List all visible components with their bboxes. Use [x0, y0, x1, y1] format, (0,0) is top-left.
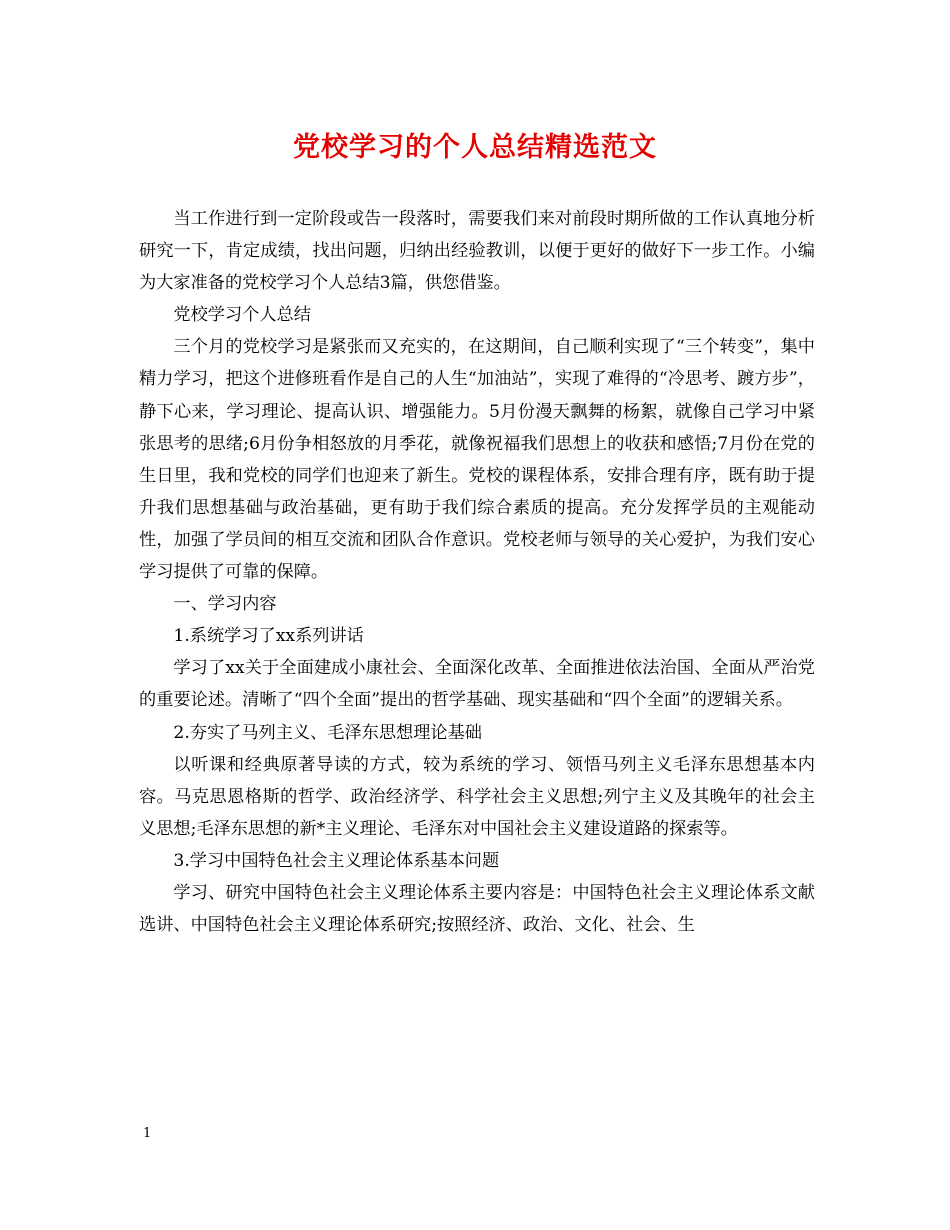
paragraph-intro: 当工作进行到一定阶段或告一段落时，需要我们来对前段时期所做的工作认真地分析研究一下，肯定成绩，找出问题，归纳出经验教训，以便于更好的做好下一步工作。小编为大家准备的党校学习个人总结3篇，供您借鉴。: [139, 209, 815, 294]
section-heading: 党校学习个人总结: [173, 305, 311, 326]
page-number: 1: [143, 1126, 152, 1141]
document-title: 党校学习的个人总结精选范文: [293, 132, 657, 163]
subheading-3: 3.学习中国特色社会主义理论体系基本问题: [173, 850, 500, 871]
subheading-1: 1.系统学习了xx系列讲话: [173, 626, 364, 647]
paragraph-main: 三个月的党校学习是紧张而又充实的，在这期间，自己顺利实现了“三个转变”，集中精力学习，把这个进修班看作是自己的人生“加油站”，实现了难得的“冷思考、踱方步”，静下心来，学习理论、提高认识、增强能力。5月份漫天飘舞的杨絮，就像自己学习中紧张思考的思绪;6月份争相怒放的月季花，就像祝福我们思想上的收获和感悟;7月份在党的生日里，我和党校的同学们也迎来了新生。党校的课程体系，安排合理有序，既有助于提升我们思想基础与政治基础，更有助于我们综合素质的提高。充分发挥学员的主观能动性，加强了学员间的相互交流和团队合作意识。党校老师与领导的关心爱护，为我们安心学习提供了可靠的保障。: [139, 337, 815, 583]
document-body: [139, 203, 815, 941]
paragraph-2: 以听课和经典原著导读的方式，较为系统的学习、领悟马列主义毛泽东思想基本内容。马克思恩格斯的哲学、政治经济学、科学社会主义思想;列宁主义及其晚年的社会主义思想;毛泽东思想的新*主义理论、毛泽东对中国社会主义建设道路的探索等。: [139, 754, 815, 839]
heading-learning-content: 一、学习内容: [173, 594, 277, 615]
paragraph-3: 学习、研究中国特色社会主义理论体系主要内容是：中国特色社会主义理论体系文献选讲、中国特色社会主义理论体系研究;按照经济、政治、文化、社会、生: [139, 882, 815, 936]
paragraph-1: 学习了xx关于全面建成小康社会、全面深化改革、全面推进依法治国、全面从严治党的重要论述。清晰了“四个全面”提出的哲学基础、现实基础和“四个全面”的逻辑关系。: [139, 658, 815, 711]
subheading-2: 2.夯实了马列主义、毛泽东思想理论基础: [173, 722, 482, 743]
